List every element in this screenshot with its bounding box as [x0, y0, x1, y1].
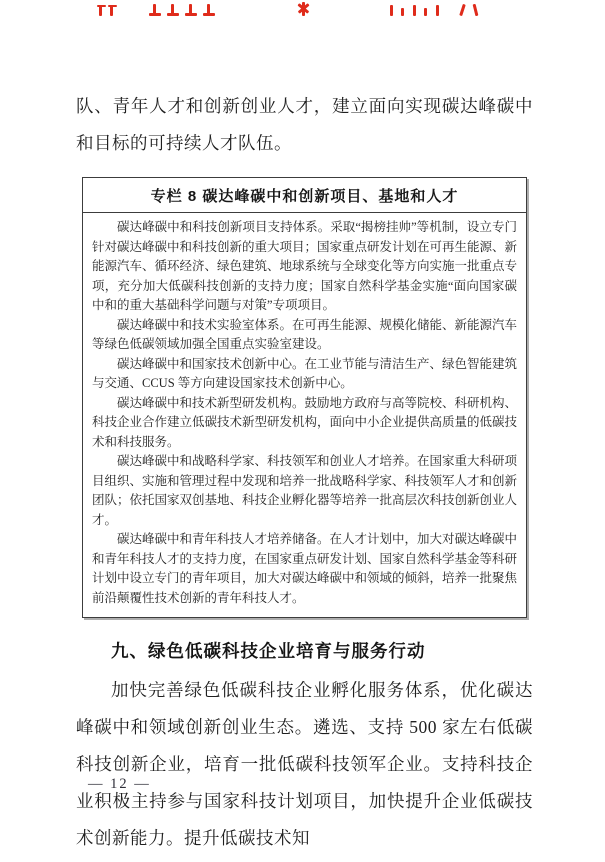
red-stroke	[167, 13, 179, 16]
box-paragraph-labs: 碳达峰碳中和技术实验室体系。在可再生能源、规模化储能、新能源汽车等绿色低碳领域加强全国重点实验室建设。	[92, 317, 518, 351]
info-box-body	[83, 213, 526, 617]
red-stroke	[424, 8, 427, 16]
box-paragraph-rd-institutions: 碳达峰碳中和技术新型研发机构。鼓励地方政府与高等院校、科研机构、科技企业合作建立低碳技术新型研发机构，面向中小企业提供高质量的低碳技术和科技服务。	[92, 395, 518, 449]
box-paragraph-projects: 碳达峰碳中和科技创新项目支持体系。采取“揭榜挂帅”等机制，设立专门针对碳达峰碳中和科技创新的重大项目；国家重点研发计划在可再生能源、新能源汽车、循环经济、绿色建筑、地球系统与全球变化等方向实施一批重点专项，充分加大低碳科技创新的支持力度；国家自然科学基金实施“面向国家碳中和的重大基础科学问题与对策”专项项目。	[92, 220, 518, 312]
red-stroke	[413, 5, 416, 16]
box-paragraph-strategic-scientists: 碳达峰碳中和战略科学家、科技领军和创业人才培养。在国家重大科研项目组织、实施和管理过程中发现和培养一批战略科学家、科技领军人才和创新团队；依托国家双创基地、科技企业孵化器等培养一批高层次科技创新创业人才。	[92, 454, 518, 527]
red-stroke	[149, 13, 161, 16]
red-stroke	[390, 5, 393, 16]
page-content	[76, 88, 533, 857]
section-heading-nine: 九、绿色低碳科技企业培育与服务行动	[111, 641, 426, 661]
info-box-column-8	[82, 177, 527, 618]
page-number: — 12 —	[88, 776, 151, 792]
box-paragraph-innovation-centers: 碳达峰碳中和国家技术创新中心。在工业节能与清洁生产、绿色智能建筑与交通、CCUS 等方向建设国家技术创新中心。	[92, 356, 518, 390]
red-stroke	[401, 8, 404, 16]
red-stroke	[459, 4, 466, 16]
info-box-title: 专栏 8 碳达峰碳中和创新项目、基地和人才	[83, 178, 526, 213]
red-stroke	[436, 5, 439, 16]
red-stroke	[203, 13, 215, 16]
red-stroke	[473, 4, 479, 16]
red-stroke	[185, 13, 197, 16]
box-paragraph-young-talent: 碳达峰碳中和青年科技人才培养储备。在人才计划中，加大对碳达峰碳中和青年科技人才的支持力度，在国家重点研发计划、国家自然科学基金等科研计划中设立专门的青年项目，加大对碳达峰碳中和领域的倾斜，培养一批聚焦前沿颠覆性技术创新的青年科技人才。	[92, 532, 518, 605]
intro-paragraph: 队、青年人才和创新创业人才，建立面向实现碳达峰碳中和目标的可持续人才队伍。	[76, 96, 533, 153]
red-stroke	[97, 5, 106, 7]
body-paragraph: 加快完善绿色低碳科技企业孵化服务体系，优化碳达峰碳中和领域创新创业生态。遴选、支持 500 家左右低碳科技创新企业，培育一批低碳科技领军企业。支持科技企业积极主持参与国家科技计划项目，加快提升企业低碳技术创新能力。提升低碳技术知	[76, 680, 533, 848]
red-stroke	[108, 5, 117, 7]
